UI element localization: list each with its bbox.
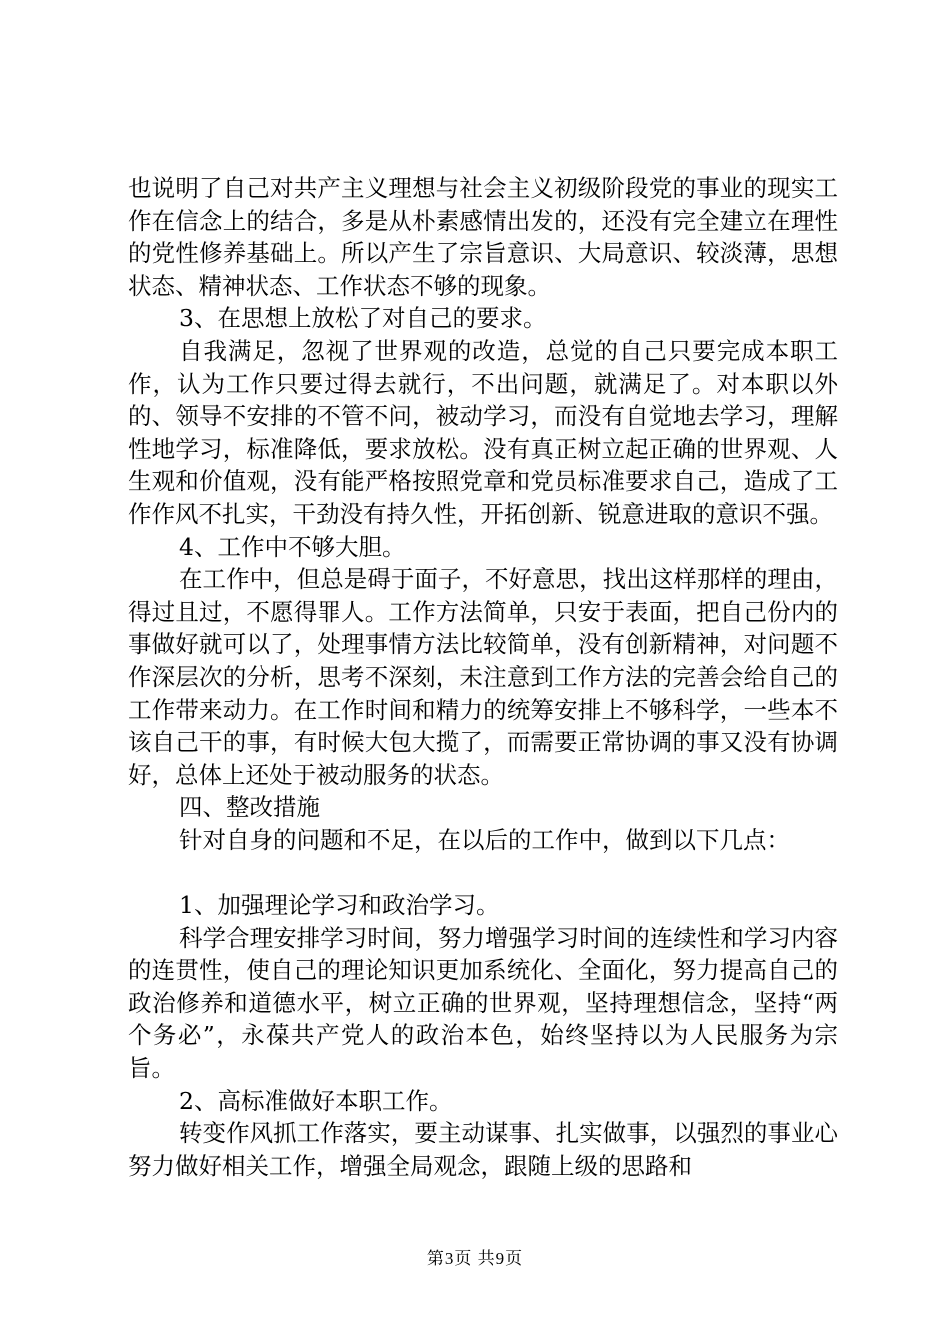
- paragraph-study: 科学合理安排学习时间，努力增强学习时间的连续性和学习内容的连贯性，使自己的理论知识更加系统化、全面化，努力提高自己的政治修养和道德水平，树立正确的世界观，坚持理想信念，坚持“两个务必”，永葆共产党人的政治本色，始终坚持以为人民服务为宗旨。: [128, 923, 838, 1083]
- paragraph-continuation: 也说明了自己对共产主义理想与社会主义初级阶段党的事业的现实工作在信念上的结合，多是从朴素感情出发的，还没有完全建立在理性的党性修养基础上。所以产生了宗旨意识、大局意识、较淡薄，思想状态、精神状态、工作状态不够的现象。: [128, 174, 838, 300]
- section-heading-2: 2、高标准做好本职工作。: [179, 1086, 453, 1115]
- section-heading-3: 3、在思想上放松了对自己的要求。: [179, 304, 547, 333]
- paragraph-work-boldness: 在工作中，但总是碍于面子，不好意思，找出这样那样的理由，得过且过，不愿得罪人。工作方法简单，只安于表面，把自己份内的事做好就可以了，处理事情方法比较简单，没有创新精神，对问题不作深层次的分析，思考不深刻，未注意到工作方法的完善会给自己的工作带来动力。在工作时间和精力的统筹安排上不够科学，一些本不该自己干的事，有时候大包大揽了，而需要正常协调的事又没有协调好，总体上还处于被动服务的状态。: [128, 565, 838, 789]
- paragraph-rectification-intro: 针对自身的问题和不足，在以后的工作中，做到以下几点：: [179, 825, 790, 854]
- section-heading-1: 1、加强理论学习和政治学习。: [179, 891, 500, 920]
- blank-line: [128, 856, 838, 889]
- page-number-footer: 第3页 共9页: [426, 1249, 524, 1268]
- section-heading-rectification: 四、整改措施: [179, 793, 320, 822]
- section-heading-4: 4、工作中不够大胆。: [179, 532, 406, 561]
- paragraph-work-standard: 转变作风抓工作落实，要主动谋事、扎实做事，以强烈的事业心努力做好相关工作，增强全局观念，跟随上级的思路和: [128, 1119, 838, 1180]
- paragraph-self-satisfaction: 自我满足，忽视了世界观的改造，总觉的自己只要完成本职工作，认为工作只要过得去就行，不出问题，就满足了。对本职以外的、领导不安排的不管不问，被动学习，而没有自觉地去学习，理解性地学习，标准降低，要求放松。没有真正树立起正确的世界观、人生观和价值观，没有能严格按照党章和党员标准要求自己，造成了工作作风不扎实，干劲没有持久性，开拓创新、锐意进取的意识不强。: [128, 336, 838, 528]
- document-body: [128, 172, 838, 1182]
